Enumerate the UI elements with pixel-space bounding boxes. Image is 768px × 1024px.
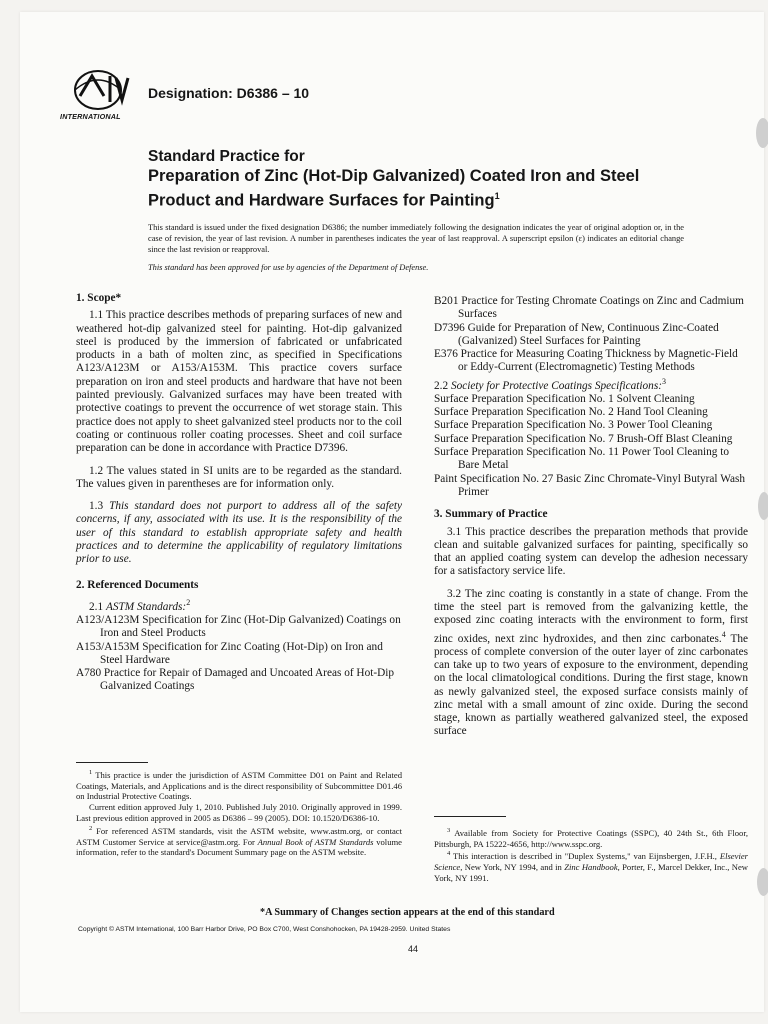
section-heading-referenced-documents: 2. Referenced Documents	[76, 578, 199, 591]
sspc-ref-3: Surface Preparation Specification No. 3 Power Tool Cleaning	[434, 419, 713, 432]
section-heading-summary: 3. Summary of Practice	[434, 508, 548, 521]
issuance-note: This standard is issued under the fixed designation D6386; the number immediately following the designation indicates the year of original adoption or, in the case of revision, the year of last revision. A number in parentheses indicates the year of last reapproval. A superscript epsilon (ε) indicates an editorial change since the last revision or reapproval.	[148, 223, 684, 254]
right-column	[434, 295, 748, 739]
footnote-1-edition: Current edition approved July 1, 2010. Published July 2010. Originally approved in 1999. Last previous edition approved in 2005 as D6386 – 99 (2005). DOI: 10.1520/D6386-10.	[76, 802, 402, 824]
paragraph-1-1: 1.1 This practice describes methods of preparing surfaces of new and weathered hot-dip galvanized steel for painting. Hot-dip galvanized steel is produced by the immersion of fabricated or unfabricated products in a bath of molten zinc, as specified in Specifications A123/A123M or A153/A153M. This practice covers surface preparation on iron and steel products and hardware that have not been painted previously. Galvanized surfaces may have been treated with protective coatings to prevent the occurrence of wet storage stain. This practice does not apply to sheet galvanized steel products nor to the coil coating or continuous roller coating processes. Sheet and coil surface preparation can be done in accordance with Practice D7396.	[76, 309, 402, 455]
reference-a780: A780 Practice for Repair of Damaged and Uncoated Areas of Hot-Dip Galvanized Coatings	[76, 667, 395, 693]
paragraph-2-2: 2.2 Society for Protective Coatings Specifications:$^3$	[434, 376, 666, 392]
document-title	[148, 148, 668, 211]
title-line2: Preparation of Zinc (Hot-Dip Galvanized) Coated Iron and Steel Product and Hardware Surfaces for Painting$^1$	[148, 167, 640, 210]
binder-tab-top	[756, 118, 768, 148]
paragraph-3-1: 3.1 This practice describes the preparation methods that provide clean and suitable galvanized surfaces for painting, specifically so that an applied coating system can develop the adhesion necessary for a satisfactory service life.	[434, 525, 748, 578]
binder-tab-middle	[758, 492, 768, 520]
footnote-4: $^4$ This interaction is described in "Duplex Systems," van Eijnsbergen, J.F.H., Elsevier Science, New York, NY 1994, and in Zinc Handbook, Porter, F., Marcel Dekker, Inc., New York, NY 1991.	[434, 850, 748, 883]
left-column	[76, 292, 402, 694]
paragraph-1-2: 1.2 The values stated in SI units are to be regarded as the standard. The values given in parentheses are for information only.	[76, 464, 402, 490]
copyright-line: Copyright © ASTM International, 100 Barr Harbor Drive, PO Box C700, West Conshohocken, PA 19428-2959. United States	[78, 926, 451, 933]
sspc-ref-7: Surface Preparation Specification No. 7 Brush-Off Blast Cleaning	[434, 432, 733, 445]
footnotes-left	[76, 768, 402, 858]
sspc-ref-2: Surface Preparation Specification No. 2 Hand Tool Cleaning	[434, 406, 708, 419]
footnote-rule-right	[434, 816, 506, 817]
sspc-ref-11: Surface Preparation Specification No. 11 Power Tool Cleaning to Bare Metal	[434, 446, 730, 472]
reference-a123: A123/A123M Specification for Zinc (Hot-Dip Galvanized) Coatings on Iron and Steel Products	[76, 614, 401, 640]
summary-of-changes-note: *A Summary of Changes section appears at the end of this standard	[260, 907, 555, 918]
footnote-1: $^1$ This practice is under the jurisdiction of ASTM Committee D01 on Paint and Related Coatings, Materials, and Applications and is the direct responsibility of Subcommittee D01.46 on Industrial Protective Coatings.	[76, 769, 402, 802]
footnote-rule-left	[76, 762, 148, 763]
reference-e376: E376 Practice for Measuring Coating Thickness by Magnetic-Field or Eddy-Current (Electromagnetic) Testing Methods	[434, 348, 738, 374]
paragraph-3-2: 3.2 The zinc coating is constantly in a state of change. From the time the steel part is removed from the galvanizing kettle, the exposed zinc coating interacts with the environment to form, first zinc oxides, next zinc hydroxides, and then zinc carbonates.$^4$ The process of complete conversion of the outer layer of zinc carbonates can take up to two years of exposure to the environment, depending on the local climatological conditions. During the first stage, known as newly galvanized steel, the exposed surface consists mainly of zinc metal with a small amount of zinc oxide. During the second stage, known as partially weathered galvanized steel, the exposed surface	[434, 587, 749, 738]
title-footnote-mark: 1	[494, 191, 500, 201]
reference-a153: A153/A153M Specification for Zinc Coating (Hot-Dip) on Iron and Steel Hardware	[76, 640, 383, 666]
sspc-paint-27: Paint Specification No. 27 Basic Zinc Chromate-Vinyl Butyral Wash Primer	[434, 472, 746, 498]
footnote-2: $^2$ For referenced ASTM standards, visit the ASTM website, www.astm.org, or contact ASTM Customer Service at service@astm.org. For Annual Book of ASTM Standards volume information, refer to the standard's Document Summary page on the ASTM website.	[76, 824, 402, 858]
binder-tab-bottom	[757, 868, 768, 896]
dod-note: This standard has been approved for use by agencies of the Department of Defense.	[148, 263, 429, 272]
sspc-ref-1: Surface Preparation Specification No. 1 Solvent Cleaning	[434, 392, 695, 405]
page-number: 44	[408, 944, 419, 954]
designation: Designation: D6386 – 10	[148, 85, 310, 101]
paragraph-1-3: 1.3 This standard does not purport to address all of the safety concerns, if any, associated with its use. It is the responsibility of the user of this standard to establish appropriate safety and health practices and to determine the applicability of regulatory limitations prior to use.	[76, 500, 402, 566]
reference-b201: B201 Practice for Testing Chromate Coatings on Zinc and Cadmium Surfaces	[434, 295, 744, 321]
section-heading-scope: 1. Scope*	[76, 292, 122, 304]
paragraph-2-1: 2.1 ASTM Standards:$^2$	[89, 597, 191, 613]
reference-d7396: D7396 Guide for Preparation of New, Continuous Zinc-Coated (Galvanized) Steel Surfaces for Painting	[434, 321, 719, 347]
footnote-3: $^3$ Available from Society for Protective Coatings (SSPC), 40 24th St., 6th Floor, Pittsburgh, PA 15222-4656, http://www.sspc.org.	[434, 827, 748, 849]
astm-logo	[58, 66, 140, 128]
logo-subtext: INTERNATIONAL	[60, 112, 121, 121]
footnotes-right	[434, 826, 748, 884]
title-line1: Standard Practice for	[148, 148, 305, 165]
